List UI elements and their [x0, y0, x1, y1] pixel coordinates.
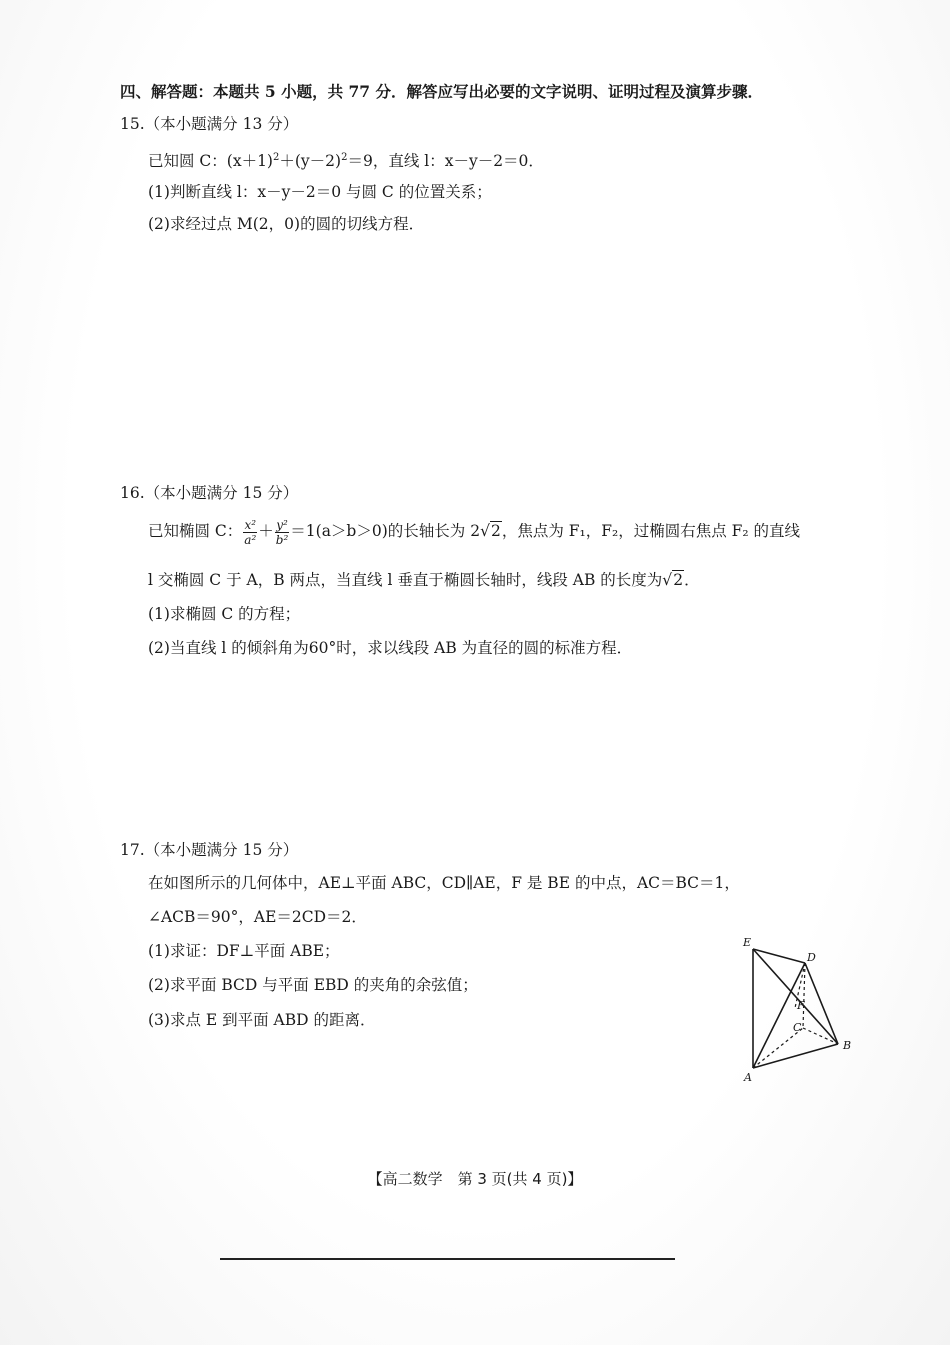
q16-frac1-den: a² [244, 532, 257, 547]
q16-stem-pre: 已知椭圆 C： [148, 522, 243, 540]
label-e: E [743, 936, 752, 949]
q16-stem-post: ，焦点为 F₁，F₂，过椭圆右焦点 F₂ 的直线 [501, 522, 801, 540]
q15-stem-a: 已知圆 C：(x＋1) [148, 152, 273, 170]
q16-plus: ＋ [258, 522, 274, 540]
edge-dc [803, 963, 805, 1028]
q16-sqrt-val-2: 2 [673, 571, 684, 589]
q16-stem [148, 516, 800, 547]
q16-line2 [148, 570, 700, 590]
q15-header: 15.（本小题满分 13 分） [120, 115, 299, 133]
q15-exp-2: 2 [341, 152, 348, 163]
q17-part3: (3)求点 E 到平面 ABD 的距离． [148, 1011, 376, 1029]
q16-fraction-y [275, 518, 290, 547]
q15-part1: (1)判断直线 l：x－y－2＝0 与圆 C 的位置关系； [148, 183, 492, 201]
label-b: B [843, 1039, 852, 1052]
q16-part2: (2)当直线 l 的倾斜角为60°时，求以线段 AB 为直径的圆的标准方程． [148, 639, 633, 657]
edge-ac [753, 1028, 803, 1068]
q16-frac1-num: x² [244, 517, 257, 532]
q16-sqrt-2 [662, 570, 684, 590]
edge-ab [753, 1044, 838, 1068]
q16-part1: (1)求椭圆 C 的方程； [148, 605, 301, 623]
section-heading: 四、解答题：本题共 5 小题，共 77 分．解答应写出必要的文字说明、证明过程及演算步骤． [120, 82, 763, 101]
q17-header: 17.（本小题满分 15 分） [120, 841, 299, 859]
q16-header: 16.（本小题满分 15 分） [120, 484, 299, 502]
q15-stem-c: ＝9，直线 l：x－y－2＝0． [347, 152, 544, 170]
q15-stem-b: ＋(y－2) [279, 152, 342, 170]
q16-sqrt-sign-2: √ [662, 571, 673, 589]
edge-db [805, 963, 838, 1044]
q17-stem2: ∠ACB＝90°，AE＝2CD＝2． [148, 908, 367, 926]
q17-part2: (2)求平面 BCD 与平面 EBD 的夹角的余弦值； [148, 976, 478, 994]
geometry-figure [735, 935, 865, 1090]
q16-stem-mid: ＝1(a＞b＞0)的长轴长为 2 [290, 522, 481, 540]
q17-part1: (1)求证：DF⊥平面 ABE； [148, 942, 340, 960]
q16-frac2-den: b² [275, 532, 289, 547]
q17-stem1: 在如图所示的几何体中，AE⊥平面 ABC，CD∥AE，F 是 BE 的中点，AC＝BC＝1， [148, 874, 740, 892]
q16-sqrt-val-1: 2 [490, 522, 501, 540]
label-d: D [807, 951, 816, 964]
page-footer: 【高二数学 第 3 页(共 4 页)】 [367, 1170, 583, 1188]
q16-frac2-num: y² [276, 517, 288, 532]
q16-sqrt-sign-1: √ [480, 522, 490, 540]
q15-stem [148, 148, 544, 171]
q16-sqrt-1 [480, 516, 502, 546]
q16-fraction-x [243, 518, 257, 547]
q16-line2-post: ． [684, 571, 700, 589]
q16-line2-pre: l 交椭圆 C 于 A，B 两点，当直线 l 垂直于椭圆长轴时，线段 AB 的长度为 [148, 571, 663, 589]
label-a: A [744, 1071, 752, 1084]
q15-part2: (2)求经过点 M(2，0)的圆的切线方程． [148, 215, 425, 233]
q15-exp-1: 2 [272, 152, 280, 163]
label-c: C [793, 1021, 802, 1034]
edge-ed [753, 949, 805, 963]
bottom-divider [220, 1258, 675, 1260]
label-f: F [797, 999, 805, 1012]
